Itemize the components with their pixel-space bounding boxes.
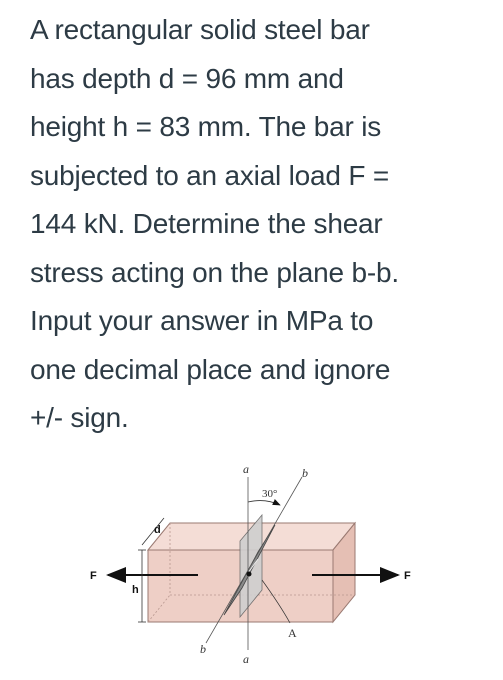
label-force-left: F	[90, 570, 97, 582]
question-line: subjected to an axial load F =	[30, 159, 390, 191]
steel-bar-figure	[80, 455, 420, 670]
label-a-top: a	[243, 462, 249, 476]
label-b-top: b	[302, 466, 308, 480]
label-a-bottom: a	[243, 652, 249, 666]
label-height: h	[132, 584, 139, 596]
point-a-dot	[247, 572, 252, 577]
question-line: has depth d = 96 mm and	[30, 62, 344, 94]
question-line: height h = 83 mm. The bar is	[30, 111, 382, 142]
question-line: 144 kN. Determine the shear	[30, 208, 383, 239]
label-angle: 30°	[262, 488, 278, 500]
bar-diagram	[80, 455, 420, 670]
question-line: A rectangular solid steel bar	[30, 14, 370, 45]
label-point-a: A	[288, 626, 297, 640]
angle-arc	[248, 501, 280, 505]
question-line: Input your answer in MPa to	[30, 305, 374, 336]
question-line: one decimal place and ignore	[30, 353, 391, 385]
question-line: +/- sign.	[30, 402, 129, 433]
label-b-bottom: b	[200, 642, 206, 656]
label-depth: d	[154, 524, 161, 536]
question-line: stress acting on the plane b-b.	[30, 256, 399, 288]
label-force-right: F	[404, 570, 411, 582]
question-text	[30, 6, 490, 443]
